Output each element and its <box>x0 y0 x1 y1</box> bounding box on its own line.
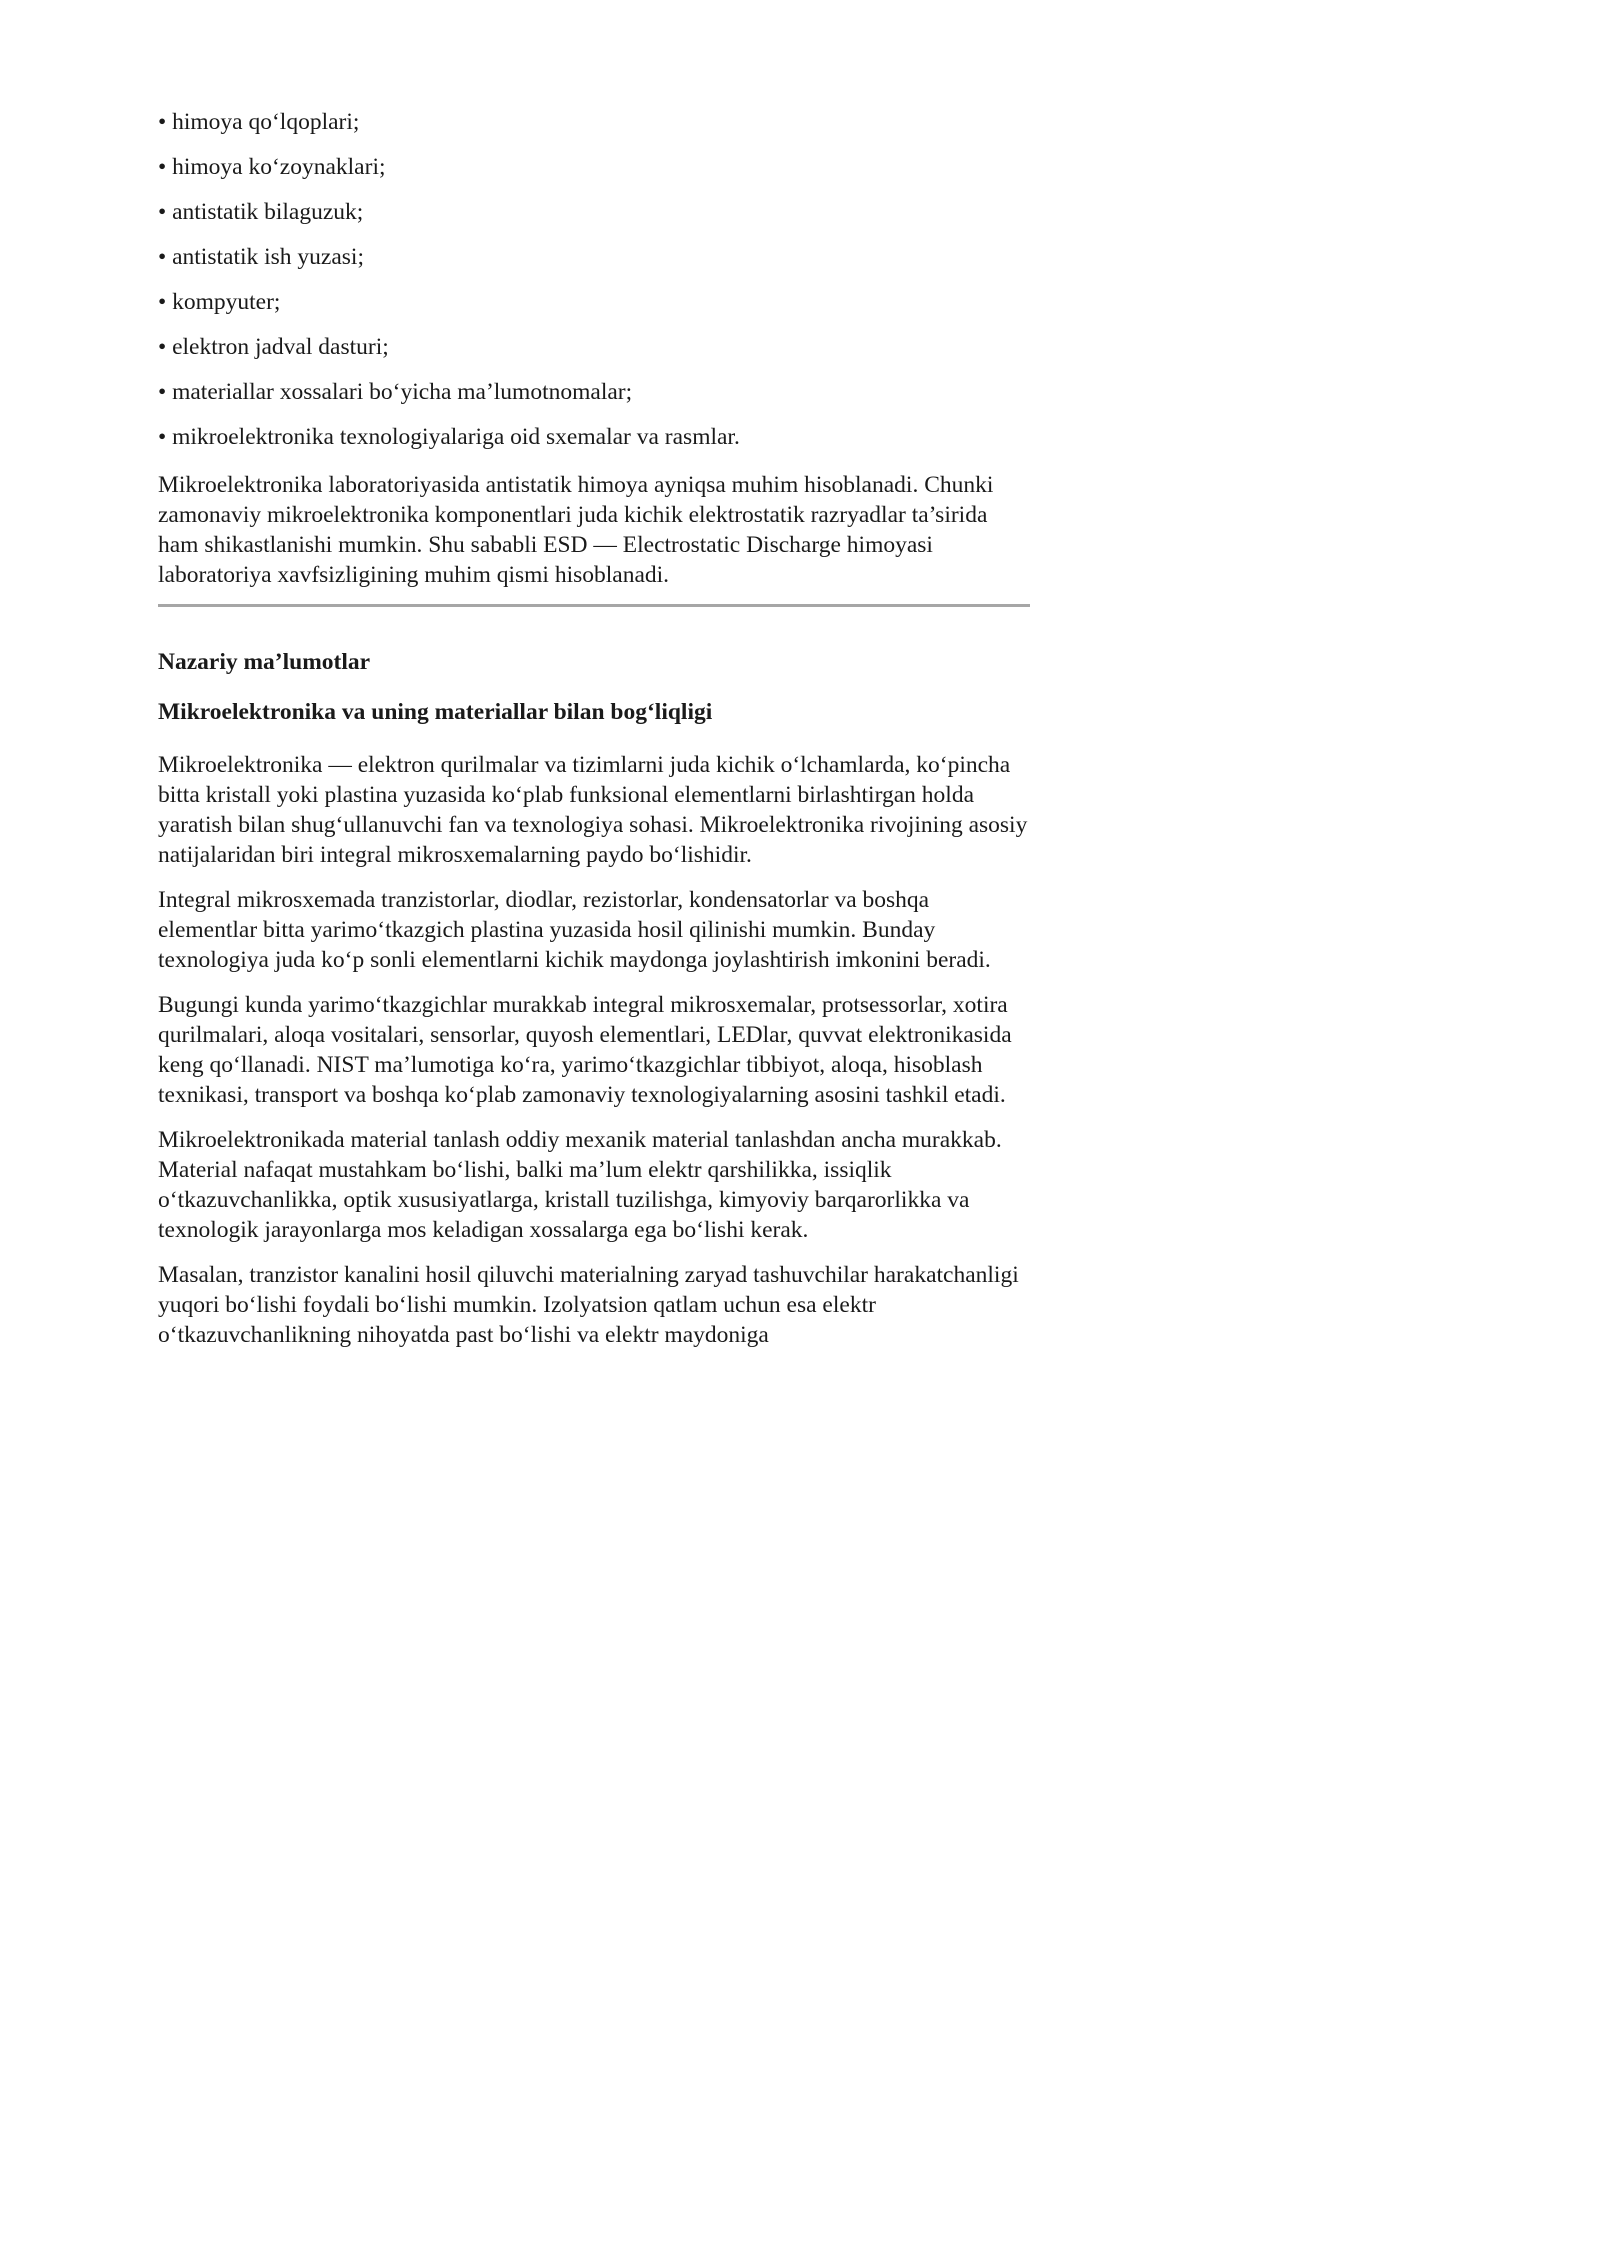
body-paragraph: Integral mikrosxemada tranzistorlar, diodlar, rezistorlar, kondensatorlar va boshqa elementlar bitta yarimo‘tkazgich plastina yuzasida hosil qilinishi mumkin. Bunday texnologiya juda ko‘p sonli elementlarni kichik maydonga joylashtirish imkonini beradi. <box>158 887 991 973</box>
list-item: • antistatik bilaguzuk; <box>158 199 364 225</box>
list-item: • himoya ko‘zoynaklari; <box>158 154 386 180</box>
list-item: • materiallar xossalari bo‘yicha ma’lumotnomalar; <box>158 379 633 405</box>
esd-paragraph: Mikroelektronika laboratoriyasida antistatik himoya ayniqsa muhim hisoblanadi. Chunki zamonaviy mikroelektronika komponentlari juda kichik elektrostatik razryadlar ta’sirida ham shikastlanishi mumkin. Shu sababli ESD — Electrostatic Discharge himoyasi laboratoriya xavfsizligining muhim qismi hisoblanadi. <box>158 472 994 588</box>
list-item: • mikroelektronika texnologiyalariga oid sxemalar va rasmlar. <box>158 424 740 450</box>
body-paragraph: Masalan, tranzistor kanalini hosil qiluvchi materialning zaryad tashuvchilar harakatchanligi yuqori bo‘lishi foydali bo‘lishi mumkin. Izolyatsion qatlam uchun esa elektr o‘tkazuvchanlikning nihoyatda past bo‘lishi va elektr maydoniga <box>158 1262 1019 1348</box>
list-item: • himoya qo‘lqoplari; <box>158 109 360 135</box>
list-item: • elektron jadval dasturi; <box>158 334 389 360</box>
equipment-list <box>158 102 1030 462</box>
section-heading: Nazariy ma’lumotlar <box>158 649 371 675</box>
document-page <box>158 102 1030 1350</box>
subsection-heading: Mikroelektronika va uning materiallar bilan bog‘liqligi <box>158 698 713 725</box>
list-item: • antistatik ish yuzasi; <box>158 244 364 270</box>
body-paragraph: Bugungi kunda yarimo‘tkazgichlar murakkab integral mikrosxemalar, protsessorlar, xotira qurilmalari, aloqa vositalari, sensorlar, quyosh elementlari, LEDlar, quvvat elektronikasida keng qo‘llanadi. NIST ma’lumotiga ko‘ra, yarimo‘tkazgichlar tibbiyot, aloqa, hisoblash texnikasi, transport va boshqa ko‘plab zamonaviy texnologiyalarning asosini tashkil etadi. <box>158 992 1012 1108</box>
section-divider <box>158 604 1030 607</box>
body-paragraph: Mikroelektronikada material tanlash oddiy mexanik material tanlashdan ancha murakkab. Material nafaqat mustahkam bo‘lishi, balki ma’lum elektr qarshilikka, issiqlik o‘tkazuvchanlikka, optik xususiyatlarga, kristall tuzilishga, kimyoviy barqarorlikka va texnologik jarayonlarga mos keladigan xossalarga ega bo‘lishi kerak. <box>158 1127 1002 1243</box>
body-paragraph: Mikroelektronika — elektron qurilmalar va tizimlarni juda kichik o‘lchamlarda, ko‘pincha bitta kristall yoki plastina yuzasida ko‘plab funksional elementlarni birlashtirgan holda yaratish bilan shug‘ullanuvchi fan va texnologiya sohasi. Mikroelektronika rivojining asosiy natijalaridan biri integral mikrosxemalarning paydo bo‘lishidir. <box>158 752 1028 868</box>
list-item: • kompyuter; <box>158 289 281 315</box>
